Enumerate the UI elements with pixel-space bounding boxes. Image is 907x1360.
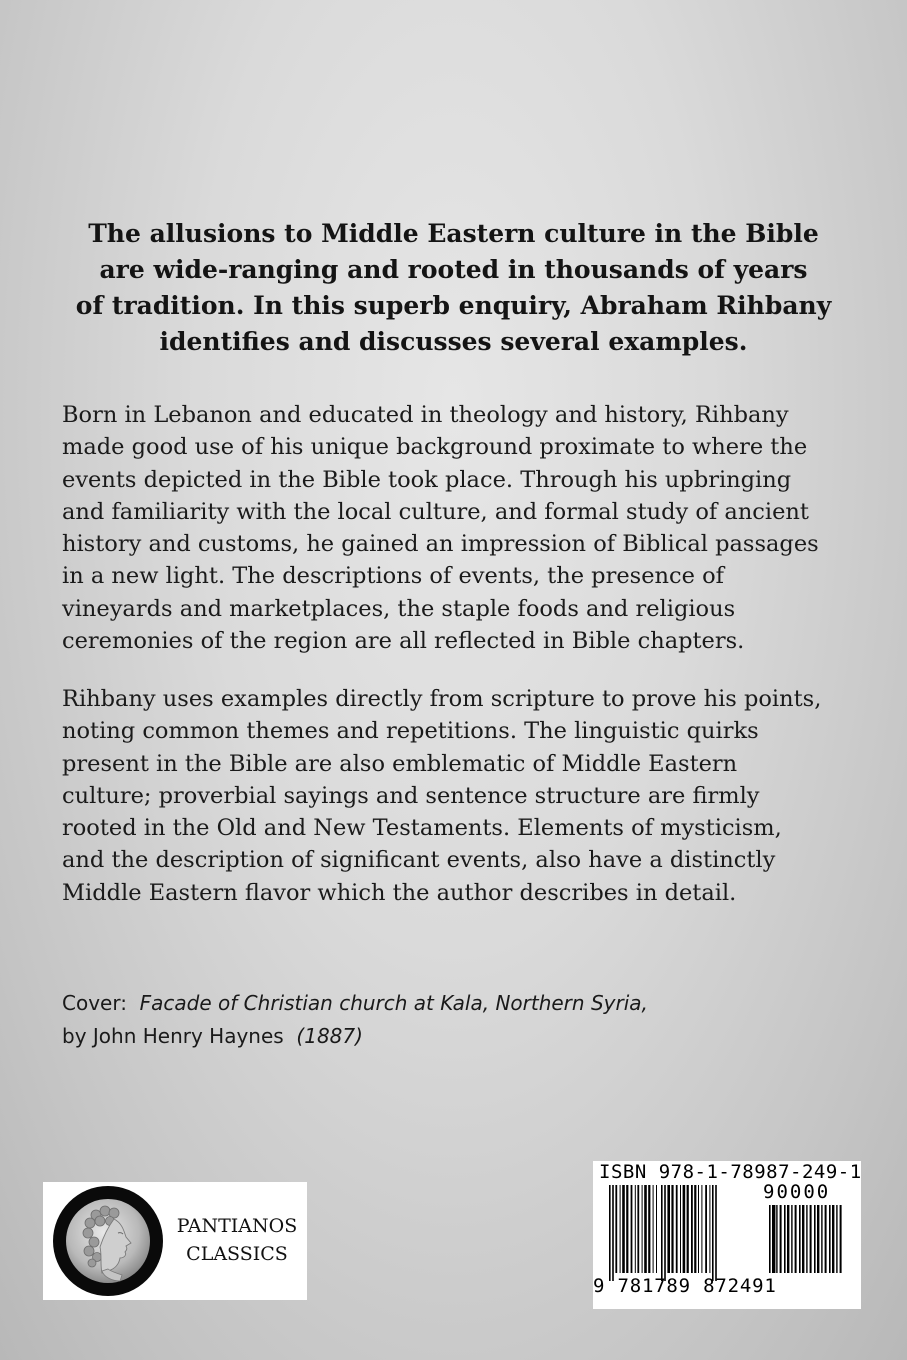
coin-head-icon: [52, 1185, 164, 1297]
barcode-bar: [814, 1205, 816, 1273]
isbn-text: ISBN 978-1-78987-249-1: [599, 1161, 862, 1183]
barcode-bar: [787, 1205, 789, 1273]
barcode-bar: [653, 1185, 654, 1273]
barcode-bar: [667, 1185, 670, 1273]
text-line: events depicted in the Bible took place. Through his upbringing: [62, 466, 792, 493]
barcode-bar: [683, 1185, 686, 1273]
cover-credit-year: (1887): [296, 1024, 363, 1048]
blurb: [40, 216, 867, 360]
publisher-name-line1: PANTIANOS: [176, 1215, 298, 1237]
barcode-ean-digits: 9 781789 872491: [593, 1275, 777, 1297]
barcode-bar: [705, 1185, 707, 1273]
barcode-bar: [609, 1185, 611, 1281]
barcode-bar: [806, 1205, 807, 1273]
text-line: history and customs, he gained an impression of Biblical passages: [62, 531, 819, 558]
blurb-line: of tradition. In this superb enquiry, Abraham Rihbany: [75, 291, 832, 320]
barcode-bar: [631, 1185, 633, 1273]
barcode-bar: [715, 1185, 717, 1281]
barcode-bar: [821, 1205, 822, 1273]
barcode-bar: [701, 1185, 702, 1273]
publisher-name-line2: CLASSICS: [186, 1243, 288, 1265]
barcode-bar: [698, 1185, 699, 1273]
barcode-bar: [694, 1185, 696, 1273]
cover-credit-title: Facade of Christian church at Kala, Northern Syria,: [139, 991, 648, 1015]
text-line: rooted in the Old and New Testaments. Elements of mysticism,: [62, 815, 782, 842]
barcode-bar: [709, 1185, 710, 1273]
barcode-bar: [772, 1205, 775, 1273]
text-line: Middle Eastern flavor which the author describes in detail.: [62, 879, 737, 906]
barcode-bar: [635, 1185, 636, 1273]
cover-credit: [62, 987, 648, 1053]
barcode-bar: [615, 1185, 617, 1273]
barcode-bar: [664, 1185, 666, 1281]
barcode-bar: [676, 1185, 678, 1273]
text-line: and familiarity with the local culture, and formal study of ancient: [62, 498, 809, 525]
barcode-bar: [622, 1185, 625, 1273]
blurb-line: are wide-ranging and rooted in thousands of years: [99, 255, 808, 284]
barcode-bar: [691, 1185, 693, 1273]
text-line: in a new light. The descriptions of events, the presence of: [62, 563, 724, 590]
barcode-bar: [780, 1205, 782, 1273]
barcode-bar: [642, 1185, 643, 1273]
barcode-bar: [637, 1185, 639, 1273]
barcode-bar: [671, 1185, 673, 1273]
barcode-bar: [795, 1205, 797, 1273]
barcode-bar: [829, 1205, 831, 1273]
barcode-bar: [817, 1205, 819, 1273]
barcode-bar: [776, 1205, 777, 1273]
blurb-line: identifies and discusses several examples.: [159, 327, 748, 356]
publisher-name: [175, 1212, 299, 1268]
cover-credit-label: Cover:: [62, 991, 127, 1015]
barcode-bar: [648, 1185, 650, 1273]
text-line: culture; proverbial sayings and sentence structure are firmly: [62, 782, 760, 809]
barcode-bar: [687, 1185, 689, 1273]
barcode-bar: [612, 1185, 614, 1281]
barcode-bar: [769, 1205, 771, 1273]
text-line: vineyards and marketplaces, the staple foods and religious: [62, 595, 736, 622]
barcode-bar: [825, 1205, 827, 1273]
description-paragraph-2: [62, 683, 862, 909]
barcode-bar: [656, 1185, 657, 1273]
blurb-line: The allusions to Middle Eastern culture in the Bible: [88, 219, 819, 248]
barcode-bar: [620, 1185, 621, 1273]
text-line: ceremonies of the region are all reflected in Bible chapters.: [62, 628, 745, 655]
text-line: noting common themes and repetitions. The linguistic quirks: [62, 718, 759, 745]
barcode-bar: [802, 1205, 804, 1273]
barcode-bar: [791, 1205, 792, 1273]
publisher-logo: [43, 1182, 307, 1300]
barcode-bar: [661, 1185, 663, 1281]
barcode-bar: [810, 1205, 812, 1273]
text-line: and the description of significant events, also have a distinctly: [62, 847, 776, 874]
text-line: present in the Bible are also emblematic of Middle Eastern: [62, 750, 738, 777]
text-line: made good use of his unique background proximate to where the: [62, 434, 808, 461]
barcode-bar: [644, 1185, 647, 1273]
cover-credit-author: by John Henry Haynes: [62, 1024, 284, 1048]
barcode-bar: [784, 1205, 786, 1273]
barcode-bar: [626, 1185, 628, 1273]
barcode-bar: [799, 1205, 801, 1273]
text-line: Born in Lebanon and educated in theology and history, Rihbany: [62, 402, 789, 428]
barcode-bar: [840, 1205, 842, 1273]
barcode-bar: [712, 1185, 714, 1281]
description-paragraph-1: [62, 399, 862, 657]
barcode-bar: [832, 1205, 834, 1273]
barcode-bar: [836, 1205, 837, 1273]
text-line: Rihbany uses examples directly from scripture to prove his points,: [62, 686, 822, 712]
barcode-addon-digits: 90000: [763, 1181, 831, 1203]
isbn-barcode: [593, 1161, 861, 1309]
barcode-bar: [680, 1185, 681, 1273]
